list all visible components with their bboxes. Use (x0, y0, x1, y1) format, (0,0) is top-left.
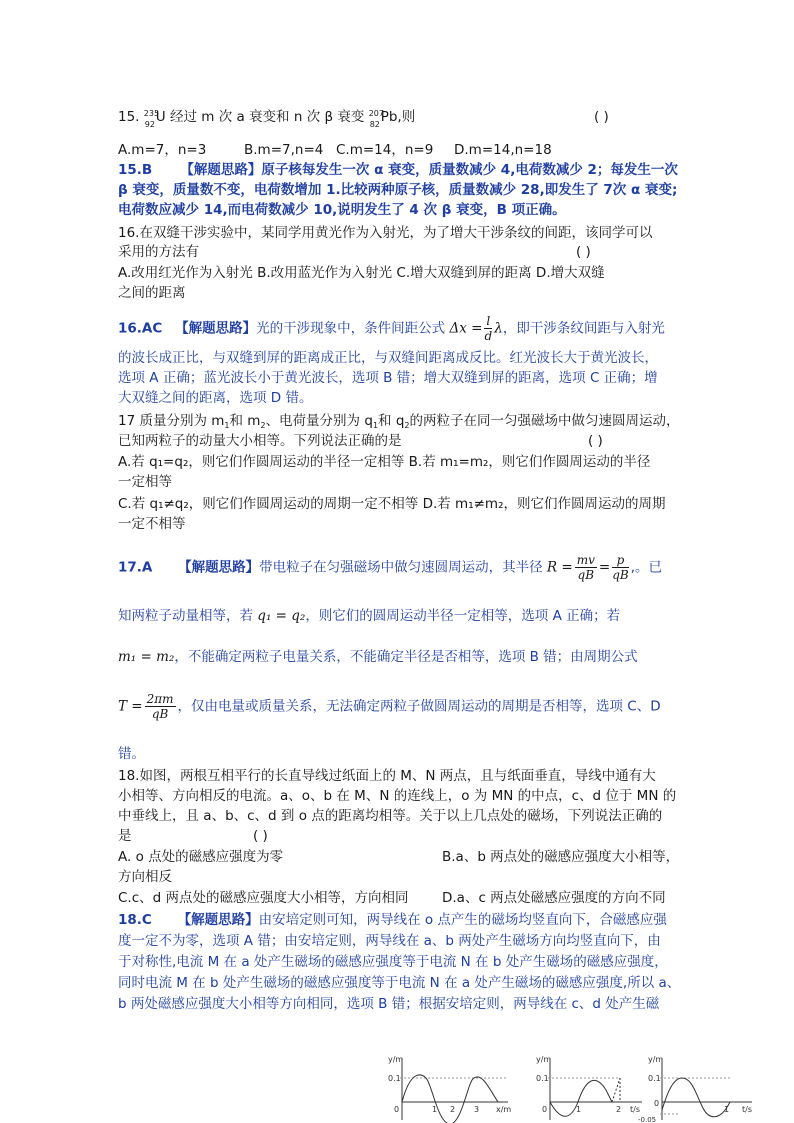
a16-line3: 选项 A 正确；蓝光波长小于黄光波长，选项 B 错；增大双缝到屏的距离，选项 C 正确；增 (118, 370, 658, 386)
a16-fraction: $\frac{l}{d}$ (484, 314, 493, 343)
a17-fraction-mv: $\frac{mv}{qB}$ (576, 553, 595, 582)
isotope-u: 235 92 (143, 109, 160, 129)
g3-y01: 0.1 (648, 1074, 661, 1083)
g2-xlabel: t/s (630, 1105, 640, 1114)
q18-opt-b: B.a、b 两点处的磁感应强度大小相等， (442, 849, 680, 865)
g1-ylabel: y/m (388, 1055, 404, 1064)
a17-line2: 知两粒子动量相等，若 q₁ = q₂，则它们的圆周运动半径一定相等，选项 A 正确；若 (118, 608, 621, 624)
q17-opt-a-cont: 一定相等 (118, 474, 172, 490)
q18-opt-a: A. o 点处的磁感应强度为零 (118, 849, 284, 865)
a18-line1: 18.C 【解题思路】由安培定则可知，两导线在 o 点产生的磁场均竖直向下，合磁感应强 (118, 912, 667, 928)
a18-line3: 于对称性,电流 M 在 a 处产生磁场的磁感应强度等于电流 N 在 b 处产生磁场的磁感应强度， (118, 954, 668, 970)
q17-opt-c: C.若 q₁≠q₂，则它们作圆周运动的周期一定不相等 D.若 m₁≠m₂，则它们作圆周运动的周期 (118, 496, 666, 512)
q16-options-cont: 之间的距离 (118, 285, 186, 301)
q18-opt-c: C.c、d 两点处的磁感应强度大小相等，方向相同 (118, 890, 409, 906)
a18-line5: b 两处磁感应强度大小相等方向相同，选项 B 错；根据安培定则，两导线在 c、d 处产生磁 (118, 996, 660, 1012)
g1-t2: 2 (450, 1105, 456, 1114)
a16-line1: 16.AC 【解题思路】光的干涉现象中，条件间距公式 Δx = $\frac{l}{d}$ λ，即干涉条纹间距与入射光 (118, 314, 665, 343)
g2-t2: 2 (616, 1105, 622, 1114)
graph-3 (660, 1058, 752, 1120)
graph-2 (548, 1058, 642, 1120)
a17-line5: 错。 (118, 746, 145, 762)
q17-line1: 17 质量分别为 $m_1$和 $m_2$、电荷量分别为 $q_1$和 $q_2$的两粒子在同一匀强磁场中做匀速圆周运动， (118, 413, 680, 430)
a18-line2: 度一定不为零，选项 A 错；由安培定则，两导线在 a、b 两处产生磁场方向均竖直向下，由 (118, 933, 661, 949)
isotope-pb: 207 82 (368, 109, 384, 129)
g1-origin: 0 (394, 1105, 400, 1114)
q16-line2: 采用的方法有 (118, 244, 199, 260)
q18-line1: 18.如图，两根互相平行的长直导线过纸面上的 M、N 两点，且与纸面垂直，导线中通有大 (118, 768, 656, 784)
a15-line2: β 衰变，质量数不变，电荷数增加 1.比较两种原子核，质量数减少 28,即发生了 7次 α 衰变; (118, 182, 678, 198)
g1-t3: 3 (474, 1105, 480, 1114)
g2-origin: 0 (542, 1105, 548, 1114)
g3-ylabel: y/m (648, 1055, 664, 1064)
g3-t1: 1 (724, 1105, 730, 1114)
q18-line3: 中垂线上，且 a、b、c、d 到 o 点的距离均相等。关于以上几点处的磁场，下列说法正确的 (118, 808, 663, 824)
g3-origin: 0 (654, 1099, 660, 1108)
q15-paren: ( ) (594, 109, 609, 125)
q15-stem: 15. 235 92 U 经过 m 次 a 衰变和 n 次 β 衰变 207 82 Pb,则 (118, 109, 416, 129)
q16-paren: ( ) (576, 244, 591, 260)
a18-line4: 同时电流 M 在 b 处产生磁场的磁感应强度等于电流 N 在 a 处产生磁场的磁感应强度,所以 a、 (118, 975, 681, 991)
g2-t1: 1 (576, 1105, 582, 1114)
a15-line3: 电荷数应减少 14,而电荷数减少 10,说明发生了 4 次 β 衰变，B 项正确。 (118, 202, 566, 218)
q17-opt-a: A.若 q₁=q₂，则它们作圆周运动的半径一定相等 B.若 m₁=m₂，则它们作圆周运动的半径 (118, 454, 651, 470)
q16-options: A.改用红光作为入射光 B.改用蓝光作为入射光 C.增大双缝到屏的距离 D.增大双缝 (118, 265, 605, 281)
wave-graphs (380, 1050, 780, 1123)
g3-yneg: -0.05 (638, 1116, 657, 1123)
g3-xlabel: t/s (742, 1105, 752, 1114)
q15-opt-d: D.m=14,n=18 (454, 142, 552, 158)
q18-opt-d: D.a、c 两点处磁感应强度的方向不同 (442, 890, 666, 906)
q15-opt-b: B.m=7,n=4 (244, 142, 324, 158)
a17-fraction-p: $\frac{p}{qB}$ (612, 553, 629, 582)
q18-line2: 小相等、方向相反的电流。a、o、b 在 M、N 的连线上，o 为 MN 的中点，c、d 位于 MN 的 (118, 788, 677, 804)
a15-line1: 15.B 【解题思路】原子核每发生一次 α 衰变，质量数减少 4,电荷数减少 2；每发生一次 (118, 162, 678, 178)
a17-line1: 17.A 【解题思路】带电粒子在匀强磁场中做匀速圆周运动，其半径 R = $\frac{mv}{qB}$ = $\frac{p}{qB}$ ,。已 (118, 553, 662, 582)
q16-line1: 16.在双缝干涉实验中，某同学用黄光作为入射光，为了增大干涉条纹的间距，该同学可以 (118, 225, 653, 241)
a17-fraction-period: $\frac{2\pi m}{qB}$ (146, 692, 174, 721)
g2-y01: 0.1 (536, 1074, 549, 1083)
a17-line4: T = $\frac{2\pi m}{qB}$ ，仅由电量或质量关系，无法确定两粒子做圆周运动的周期是否相等，选项 C、D (118, 692, 661, 721)
g2-ylabel: y/m (536, 1055, 552, 1064)
a16-line4: 大双缝之间的距离，选项 D 错。 (118, 390, 313, 406)
q18-opt-b-cont: 方向相反 (118, 869, 172, 885)
a17-line3: m₁ = m₂，不能确定两粒子电量关系，不能确定半径是否相等，选项 B 错；由周期公式 (118, 649, 638, 665)
q15-opt-c: C.m=14，n=9 (336, 142, 434, 158)
q18-paren: ( ) (253, 828, 268, 844)
a16-line2: 的波长成正比，与双缝到屏的距离成正比，与双缝间距离成反比。红光波长大于黄光波长， (118, 350, 658, 366)
q15-opt-a: A.m=7，n=3 (118, 142, 207, 158)
q17-line2: 已知两粒子的动量大小相等。下列说法正确的是 (118, 433, 402, 449)
g1-y01: 0.1 (388, 1074, 401, 1083)
q17-opt-c-cont: 一定不相等 (118, 516, 186, 532)
g1-xlabel: x/m (496, 1105, 512, 1114)
g1-t1: 1 (432, 1105, 438, 1114)
q17-paren: ( ) (588, 433, 603, 449)
q18-line4: 是 (118, 828, 132, 844)
